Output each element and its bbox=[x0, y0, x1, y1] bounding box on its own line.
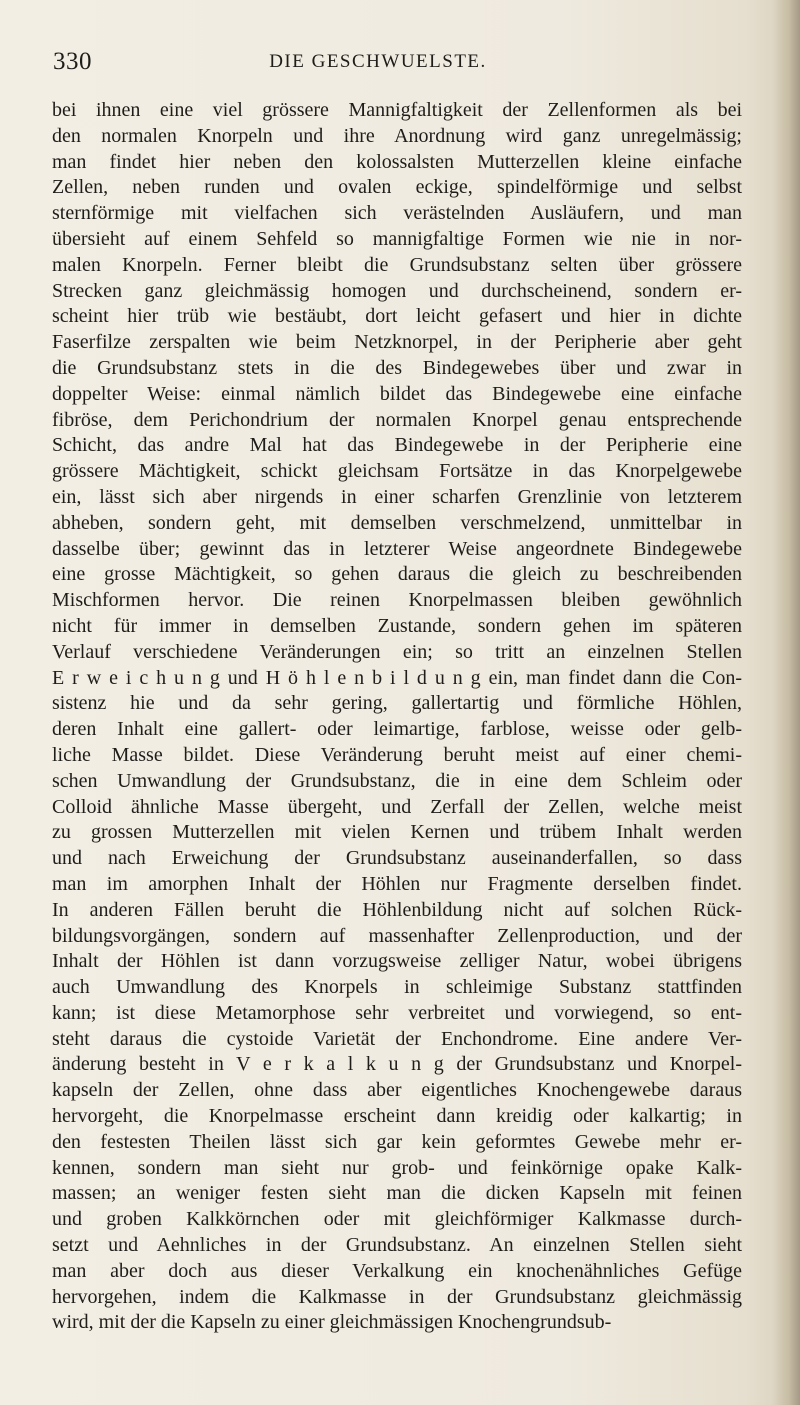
text-line: steht daraus die cystoide Varietät der Enchondrome. Eine andere Ver- bbox=[52, 1027, 742, 1050]
text-line: E r w e i c h u n g und H ö h l e n b i l d u n g ein, man findet dann die Con- bbox=[52, 666, 742, 689]
text-line: hervorgeht, die Knorpelmasse erscheint dann kreidig oder kalkartig; in bbox=[52, 1105, 742, 1128]
text-line: und nach Erweichung der Grundsubstanz auseinanderfallen, so dass bbox=[52, 847, 742, 870]
text-line: man aber doch aus dieser Verkalkung ein knochenähnliches Gefüge bbox=[52, 1259, 742, 1282]
text-line: bei ihnen eine viel grössere Mannigfaltigkeit der Zellenformen als bei bbox=[52, 99, 742, 121]
text-line: Strecken ganz gleichmässig homogen und durchscheinend, sondern er- bbox=[52, 279, 742, 302]
text-line: fibröse, dem Perichondrium der normalen Knorpel genau entsprechende bbox=[52, 408, 742, 431]
text-line: kann; ist diese Metamorphose sehr verbreitet und vorwiegend, so ent- bbox=[52, 1001, 742, 1024]
text-line: dasselbe über; gewinnt das in letzterer Weise angeordnete Bindegewebe bbox=[52, 537, 742, 560]
text-line: sistenz hie und da sehr gering, gallertartig und förmliche Höhlen, bbox=[52, 692, 742, 715]
text-line: nicht für immer in demselben Zustande, sondern gehen im späteren bbox=[52, 614, 742, 637]
text-line: Colloid ähnliche Masse übergeht, und Zerfall der Zellen, welche meist bbox=[52, 795, 742, 818]
text-line: setzt und Aehnliches in der Grundsubstanz. An einzelnen Stellen sieht bbox=[52, 1234, 742, 1257]
text-line: deren Inhalt eine gallert- oder leimartige, farblose, weisse oder gelb- bbox=[52, 718, 742, 741]
text-line: man findet hier neben den kolossalsten Mutterzellen kleine einfache bbox=[52, 150, 742, 173]
text-line: kapseln der Zellen, ohne dass aber eigentliches Knochengewebe daraus bbox=[52, 1079, 742, 1102]
text-line: änderung besteht in V e r k a l k u n g der Grundsubstanz und Knorpel- bbox=[52, 1053, 742, 1076]
text-line: Zellen, neben runden und ovalen eckige, spindelförmige und selbst bbox=[52, 176, 742, 199]
text-line: scheint hier trüb wie bestäubt, dort leicht gefasert und hier in dichte bbox=[52, 305, 742, 328]
text-line: Verlauf verschiedene Veränderungen ein; so tritt an einzelnen Stellen bbox=[52, 640, 742, 663]
text-line: doppelter Weise: einmal nämlich bildet das Bindegewebe eine einfache bbox=[52, 382, 742, 405]
text-line: bildungsvorgängen, sondern auf massenhafter Zellenproduction, und der bbox=[52, 924, 742, 947]
body-text bbox=[52, 98, 742, 1336]
text-line: In anderen Fällen beruht die Höhlenbildung nicht auf solchen Rück- bbox=[52, 898, 742, 921]
text-line: schen Umwandlung der Grundsubstanz, die in eine dem Schleim oder bbox=[52, 769, 742, 792]
text-line: Mischformen hervor. Die reinen Knorpelmassen bleiben gewöhnlich bbox=[52, 589, 742, 612]
text-line: ein, lässt sich aber nirgends in einer scharfen Grenzlinie von letzterem bbox=[52, 485, 742, 508]
text-line: Inhalt der Höhlen ist dann vorzugsweise zelliger Natur, wobei übrigens bbox=[52, 950, 742, 973]
text-line: Schicht, das andre Mal hat das Bindegewebe in der Peripherie eine bbox=[52, 434, 742, 457]
text-line: kennen, sondern man sieht nur grob- und feinkörnige opake Kalk- bbox=[52, 1156, 742, 1179]
text-line: übersieht auf einem Sehfeld so mannigfaltige Formen wie nie in nor- bbox=[52, 227, 742, 250]
text-line: auch Umwandlung des Knorpels in schleimige Substanz stattfinden bbox=[52, 976, 742, 999]
text-line: zu grossen Mutterzellen mit vielen Kernen und trübem Inhalt werden bbox=[52, 821, 742, 844]
page-header bbox=[53, 48, 753, 82]
text-line: wird, mit der die Kapseln zu einer gleichmässigen Knochengrundsub- bbox=[52, 1311, 612, 1334]
text-line: den festesten Theilen lässt sich gar kein geformtes Gewebe mehr er- bbox=[52, 1130, 742, 1153]
text-line: eine grosse Mächtigkeit, so gehen daraus die gleich zu beschreibenden bbox=[52, 563, 742, 586]
text-line: liche Masse bildet. Diese Veränderung beruht meist auf einer chemi- bbox=[52, 743, 742, 766]
text-line: massen; an weniger festen sieht man die dicken Kapseln mit feinen bbox=[52, 1182, 742, 1205]
page-edge-shadow bbox=[772, 0, 800, 1405]
text-line: abheben, sondern geht, mit demselben verschmelzend, unmittelbar in bbox=[52, 511, 742, 534]
text-line: malen Knorpeln. Ferner bleibt die Grundsubstanz selten über grössere bbox=[52, 253, 742, 276]
text-line: man im amorphen Inhalt der Höhlen nur Fragmente derselben findet. bbox=[52, 872, 742, 895]
text-line: den normalen Knorpeln und ihre Anordnung wird ganz unregelmässig; bbox=[52, 124, 742, 147]
text-line: Faserfilze zerspalten wie beim Netzknorpel, in der Peripherie aber geht bbox=[52, 331, 742, 354]
text-line: hervorgehen, indem die Kalkmasse in der Grundsubstanz gleichmässig bbox=[52, 1285, 742, 1308]
text-line: sternförmige mit vielfachen sich verästelnden Ausläufern, und man bbox=[52, 202, 742, 225]
text-line: und groben Kalkkörnchen oder mit gleichförmiger Kalkmasse durch- bbox=[52, 1208, 742, 1231]
running-title: DIE GESCHWUELSTE. bbox=[269, 51, 487, 72]
page-number: 330 bbox=[53, 48, 92, 75]
text-line: grössere Mächtigkeit, schickt gleichsam Fortsätze in das Knorpelgewebe bbox=[52, 460, 742, 483]
text-line: die Grundsubstanz stets in die des Bindegewebes über und zwar in bbox=[52, 356, 742, 379]
